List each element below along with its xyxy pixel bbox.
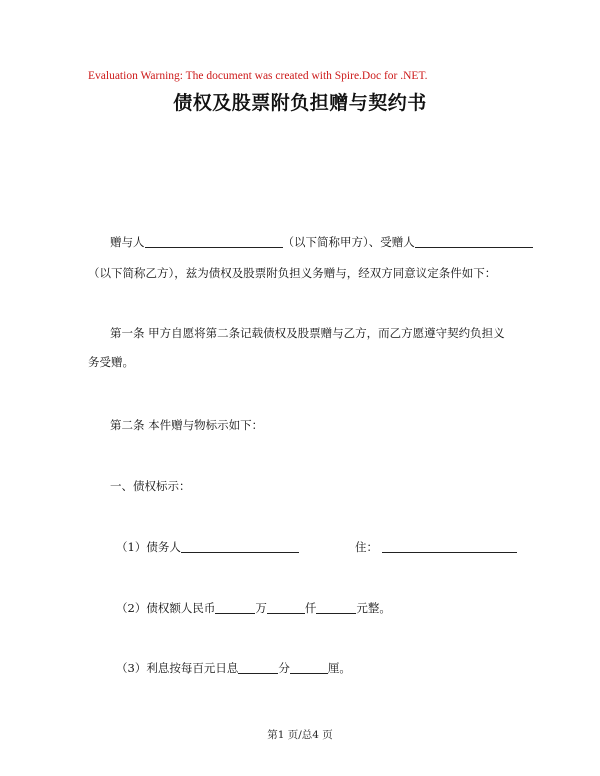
article2-line: 第二条 本件赠与物标示如下：: [110, 418, 264, 432]
article1-line1: 第一条 甲方自愿将第二条记载债权及股票赠与乙方，而乙方愿遵守契约负担义: [110, 326, 505, 340]
interest-prefix: （3）利息按每百元日息: [116, 661, 239, 675]
interest-line: [116, 660, 351, 676]
page-number: 第1 页/总4 页: [267, 729, 333, 741]
donee-line: （以下简称乙方），兹为债权及股票附负担义务赠与，经双方同意议定条件如下：: [88, 266, 497, 280]
donor-label: 赠与人: [110, 235, 145, 249]
claim-amount-prefix: （2）债权额人民币: [116, 601, 216, 615]
wan-blank: [215, 601, 255, 614]
donor-blank: [145, 235, 283, 248]
claim-amount-suffix: 元整。: [356, 601, 391, 615]
donee-blank: [415, 235, 533, 248]
address-line: [355, 539, 517, 555]
li-blank: [290, 661, 328, 674]
qian-label: 仟: [304, 601, 317, 615]
wan-label: 万: [255, 601, 267, 615]
debtor-line: [116, 539, 299, 555]
debtor-label: （1）债务人: [116, 540, 181, 554]
fen-label: 分: [278, 661, 290, 675]
claim-amount-line: [116, 600, 391, 616]
qian-blank: [267, 601, 305, 614]
fen-blank: [238, 661, 278, 674]
donor-line: [110, 234, 533, 250]
address-blank: [382, 540, 517, 553]
yuan-blank: [316, 601, 356, 614]
document-title: 债权及股票附负担赠与契约书: [173, 92, 427, 114]
li-label: 厘。: [327, 661, 351, 675]
debtor-blank: [181, 540, 299, 553]
evaluation-warning: Evaluation Warning: The document was created with Spire.Doc for .NET.: [88, 70, 428, 82]
address-label: 住：: [355, 540, 378, 554]
article1-line2: 务受赠。: [88, 355, 134, 369]
donor-note: （以下简称甲方）、受赠人: [282, 235, 415, 249]
section1-heading: 一、债权标示：: [110, 479, 191, 493]
